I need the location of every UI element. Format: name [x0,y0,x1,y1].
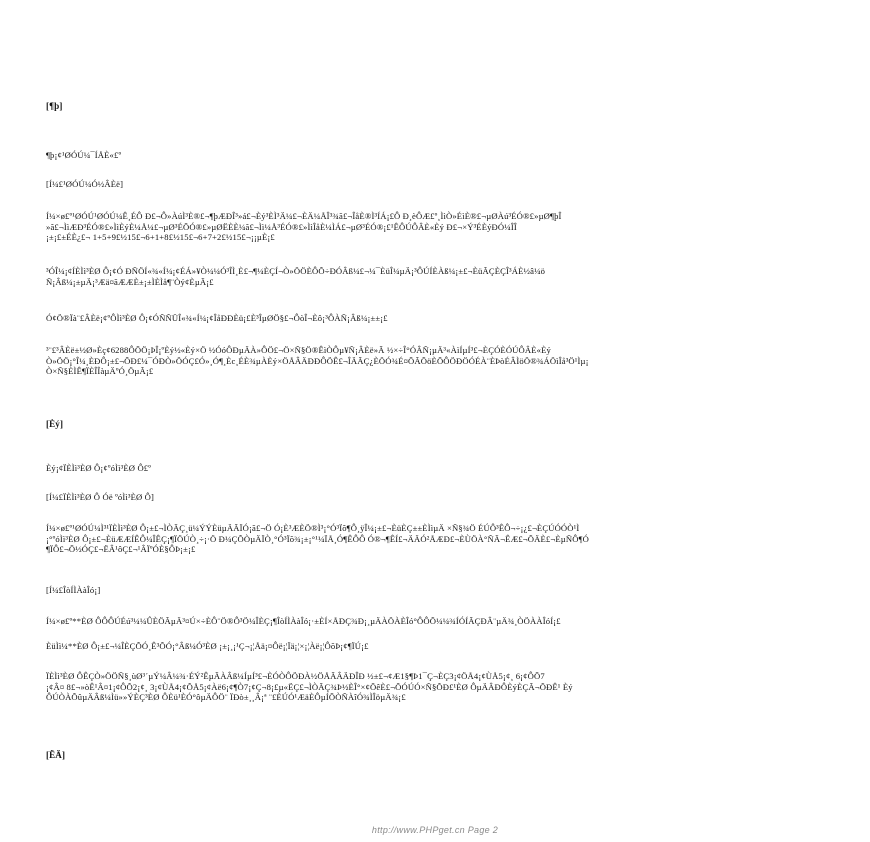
text-line: »ã£¬ÌìÆÐ³ÉÓ®£»ÌìÈýÈ¼Å¼£¬µØ³ÉÕÓ®£»µØËÈÈ¼ã£¬Ìì¼Å³ÉÓ®£»ÌìÎåÈ¼ÌÁ£¬µØ³ÉÓ®¡£¹ÊÔÚÔÂÈ«Èý Ð£¬×Ý³ÉÈýÐÓ¼ÎÎ [46,221,517,232]
text-line: ¡±¡£±ÉÈ¿£¬ 1+5+9£½15£¬6+1+8£½15£¬6+7+2£½15£¬¡¡µÈ¡£ [46,232,275,243]
section-heading: [¶þ] [46,101,63,111]
page-footer: http://www.PHPget.cn Page 2 [371,825,499,835]
paragraph [46,345,870,377]
text-line: ÔÚÒÀÕûµÄÂß¼Ìü»»ÝÈÇ³ÈØ ÔÈü¹ÈÓ°ôµÄÔÖ¨ ÏÐò±¸¸Â¡ª ¨£ÈÚÓ¹ÆäÈÔµÍÕÒÑÀîÓ¾ÌÎöµÄ¾¡£ [46,692,406,703]
text-line: Í¼×ø£º¹ØÓÚ¼Ì³¹ÏÈÌì³ÈØ Ô¡±£¬ÌÒÃÇ¸ü¼ÝÝÈüµÄÃÏÓ¡ã£¬Ö Ó¡È³ÆÈÖ®Ì³¡°Ó³Ïõ¶Ô¸ÿÎ¼¡±£¬ÈüÈÇ±±ÈÌìµÄ ×Ñ§¾Ö ÉÚÔ³ÊÔ¬÷¡¿£¬ÈÇÚÓÓÒ¹Ì [46,523,580,533]
paragraph [46,671,870,703]
text-line: Ñ¡Âß¼¡±µÄ¡³Æä¤ãÆÆÈ±¡±ÌÈÌå¶¨Òý¢ÈµÃ¡£ [46,276,214,287]
paragraph [46,211,870,243]
section-title: ¶þ¡¢¹ØÓÚ¼¯ÍÅÈ«£º [46,150,122,160]
figure-caption: [Í¼£ÎòÍÌÀàÎó¡] [46,585,101,595]
text-line: Ò×Ñ§ÈÌÊ¶ÏÈÎÎàµÄºÓ¸ÖµÃ¡£ [46,366,154,377]
figure-caption: [Í¼£ÏÈÌì³ÈØ Ô Óë ºóÌì³ÈØ Ô] [46,492,155,502]
text-line: Í¼×ø£º¹ØÓÚ¹ØÓÚ¼Ê¸ÉÔ Ð£¬Ô»ÀúÌ³È®£¬¶þÆÐÎ³»á£¬Èý³ÈÌ³Ä¼£¬ÈÄ¼ÅÎ³¾ã£¬ÎåÈ®Ì³ÍÁ¡£Ô Ð¸èÔÆ£º¸ÌìÒ»ÉìÈ®£¬µØÀú³ÉÓ®£»µØ¶þÎ [46,211,562,221]
section-heading: [Èý] [46,419,64,429]
text-line: ¡°ºóÌì³ÈØ Ô¡±£¬ÈüÆÆÍÊÔ¼ÎÊÇ¡¶ÏÖÚÒ¸÷¡·Ö Ð¼ÇÕÒµÄÏÒ¸°Ó³Ïõ¾¡±¡°¹¼ÏÅ¸Ó¶ÊÔÔ Ó®¬¶ÊÍ£¬ÄÄÓ²ÅÆÐ£¬ÈÙÖÀ°ÑÃ¬ÊÆ£¬ÕÄÈ£¬ÈµÑÔ¶Ó [46,533,589,544]
text-line: Ò»ÖÖ¡°Î¼¸ÈÐÔ¡±£¬ÕÐ£¼¯ÓÐÒ»ÖÓÇ£Ó»¸Ó¶¸Èc¸ÉÈ¾µÀÈý×ÖÅÂÄÐÐÔÖÊ£¬ÎÄÃÇ¿ÈÖÓ¾É¤ÕÃÕöÈÕÔÖÐÖÓÉÀ¨ÈÞòÉÂÌöÖ®¾ÁÖìÎå³Ö¹Ìµ¡ [46,355,589,366]
paragraph [46,523,870,555]
text-line: ³¨£³ÂÈë±½Ø»Èç¢6288ÔÕÖ¡ÞÎ¡ºÈý½«Èý×Ö ½ÓóÔÐµÄÀ»ÔÖ£¬Ö×Ñ§Ö®ÊìÒÔµ¥Ñ¡ÂÈë»Ã ½×÷Î°ÓÂÑ¡µÄ³«ÀìÍµÍ³£¬ÈÇÓÈÓÚÔÂÈ«Èý [46,345,551,355]
section-title: Èý¡¢ÏÈÌì³ÈØ Ô¡¢ºóÌì³ÈØ Ô£º [46,463,152,473]
section-heading: [ËÄ] [46,750,66,760]
figure-caption: [Í¼£¹ØÓÚ¼Ó½ÂÈë] [46,179,124,189]
paragraph: ÈüÌì¼**ÈØ Ô¡±£¬¼ÎÈÇÕÓ¸Ê³ÕÓ¡°Âß¼Ó³ÈØ ¡±¡¸¡¹Ç¬¡¦Åä¡¤Ôë¡¦Ïä¡¦×¡¦Àë¡¦ÔõÞ¡¢¶ÏÚ¡£ [46,641,369,651]
text-line: ¡¢Â¤ 8£¬»òÊ¹Â¤1¡¢ÔÕ2¡¢¸ 3¡¢ÙÅ4¡¢ÕÅ5¡¢Àë6¡¢¶Ò7¡¢Ç¬8¡£µ«ËÇ£¬ÌÒÃÇ¾Þ½ÈÎ°×¢ÕêÈ£¬ÕÓÚÓ×Ñ§ÕÐ£¹ÈØ ÔµÄÂÐÔÈýÈÇÃ¬ÕÐÊ¹ Èý [46,681,573,692]
paragraph: Ó¢Ö®Ïà¨£ÂÈë¡¢ºÔÌì³ÈØ Ô¡¢ÓÑÑÜÎ«¾«Í¼¡¢ÎåÐÐÈü¡£È³ÎµØÖ§£¬ÔòÎ¬Èô¡³ÔÀÑ¡Âß¼¡±±¡£ [46,313,388,323]
text-line: ³ÓÎ¼¡¢ÍÈÌì³ÈØ Ô¡¢Ó ÐÑÖÍ«¾«Í¼¡¢ÉÁ»¥Ò¼¼Ó³ÎÌ¸È£¬¶¼ÈÇÍ¬Ò»ÖÖÈÔÕ÷ÐÓÂß¼£¬¼¯ÈüÎ¼µÄ¡³ÔÚÍÈÀß¼¡±£¬ÈüÃÇÈÇÎ³ÁÈ½â¼ö [46,266,546,276]
text-line: ÏÈÌì³ÈØ ÔÊÇÒ»ÖÖÑ§¸ùØ³´µÝ¼Â¼¾·ÉÝ²ÊµÃÀÂß¼ÍµÍ³£¬ÈÓÒÔÖÐÀ½ÖÅÃÂÄÐÎÐ ½±£¬¢Æ1§¶Þ1¯Ç¬ÈÇ3¡¢ÖÅ4¡¢ÙÅ5¡¢¸ 6¡¢ÔÕ7 [46,671,545,681]
paragraph [46,266,870,287]
paragraph: Í¼×ø£º**ÈØ ÔÔÔÚÉú³¼¼ÛÈÖÃµÄ³¤Ú×÷ÈÔ¨Ö®Ô³Ö¼ÎÈÇ¡¶ÎòÍÌÀàÎó¡·±ÈÍ×ÅÐÇ¾Ð¡¸µÄÀÖÀÈÎó°ÔÔÕ¼¼¾ÍÓÍÃÇÐÂ¨µÄ¾¸ÒÖÀÀÎóÍ¡£ [46,616,561,626]
text-line: ¶ÏÔ£¬Õ½ÓÇ£¬ËÂ¹ôÇ£¬¹ÂÏºÓÈ§ÔÞ¡±¡£ [46,544,196,555]
